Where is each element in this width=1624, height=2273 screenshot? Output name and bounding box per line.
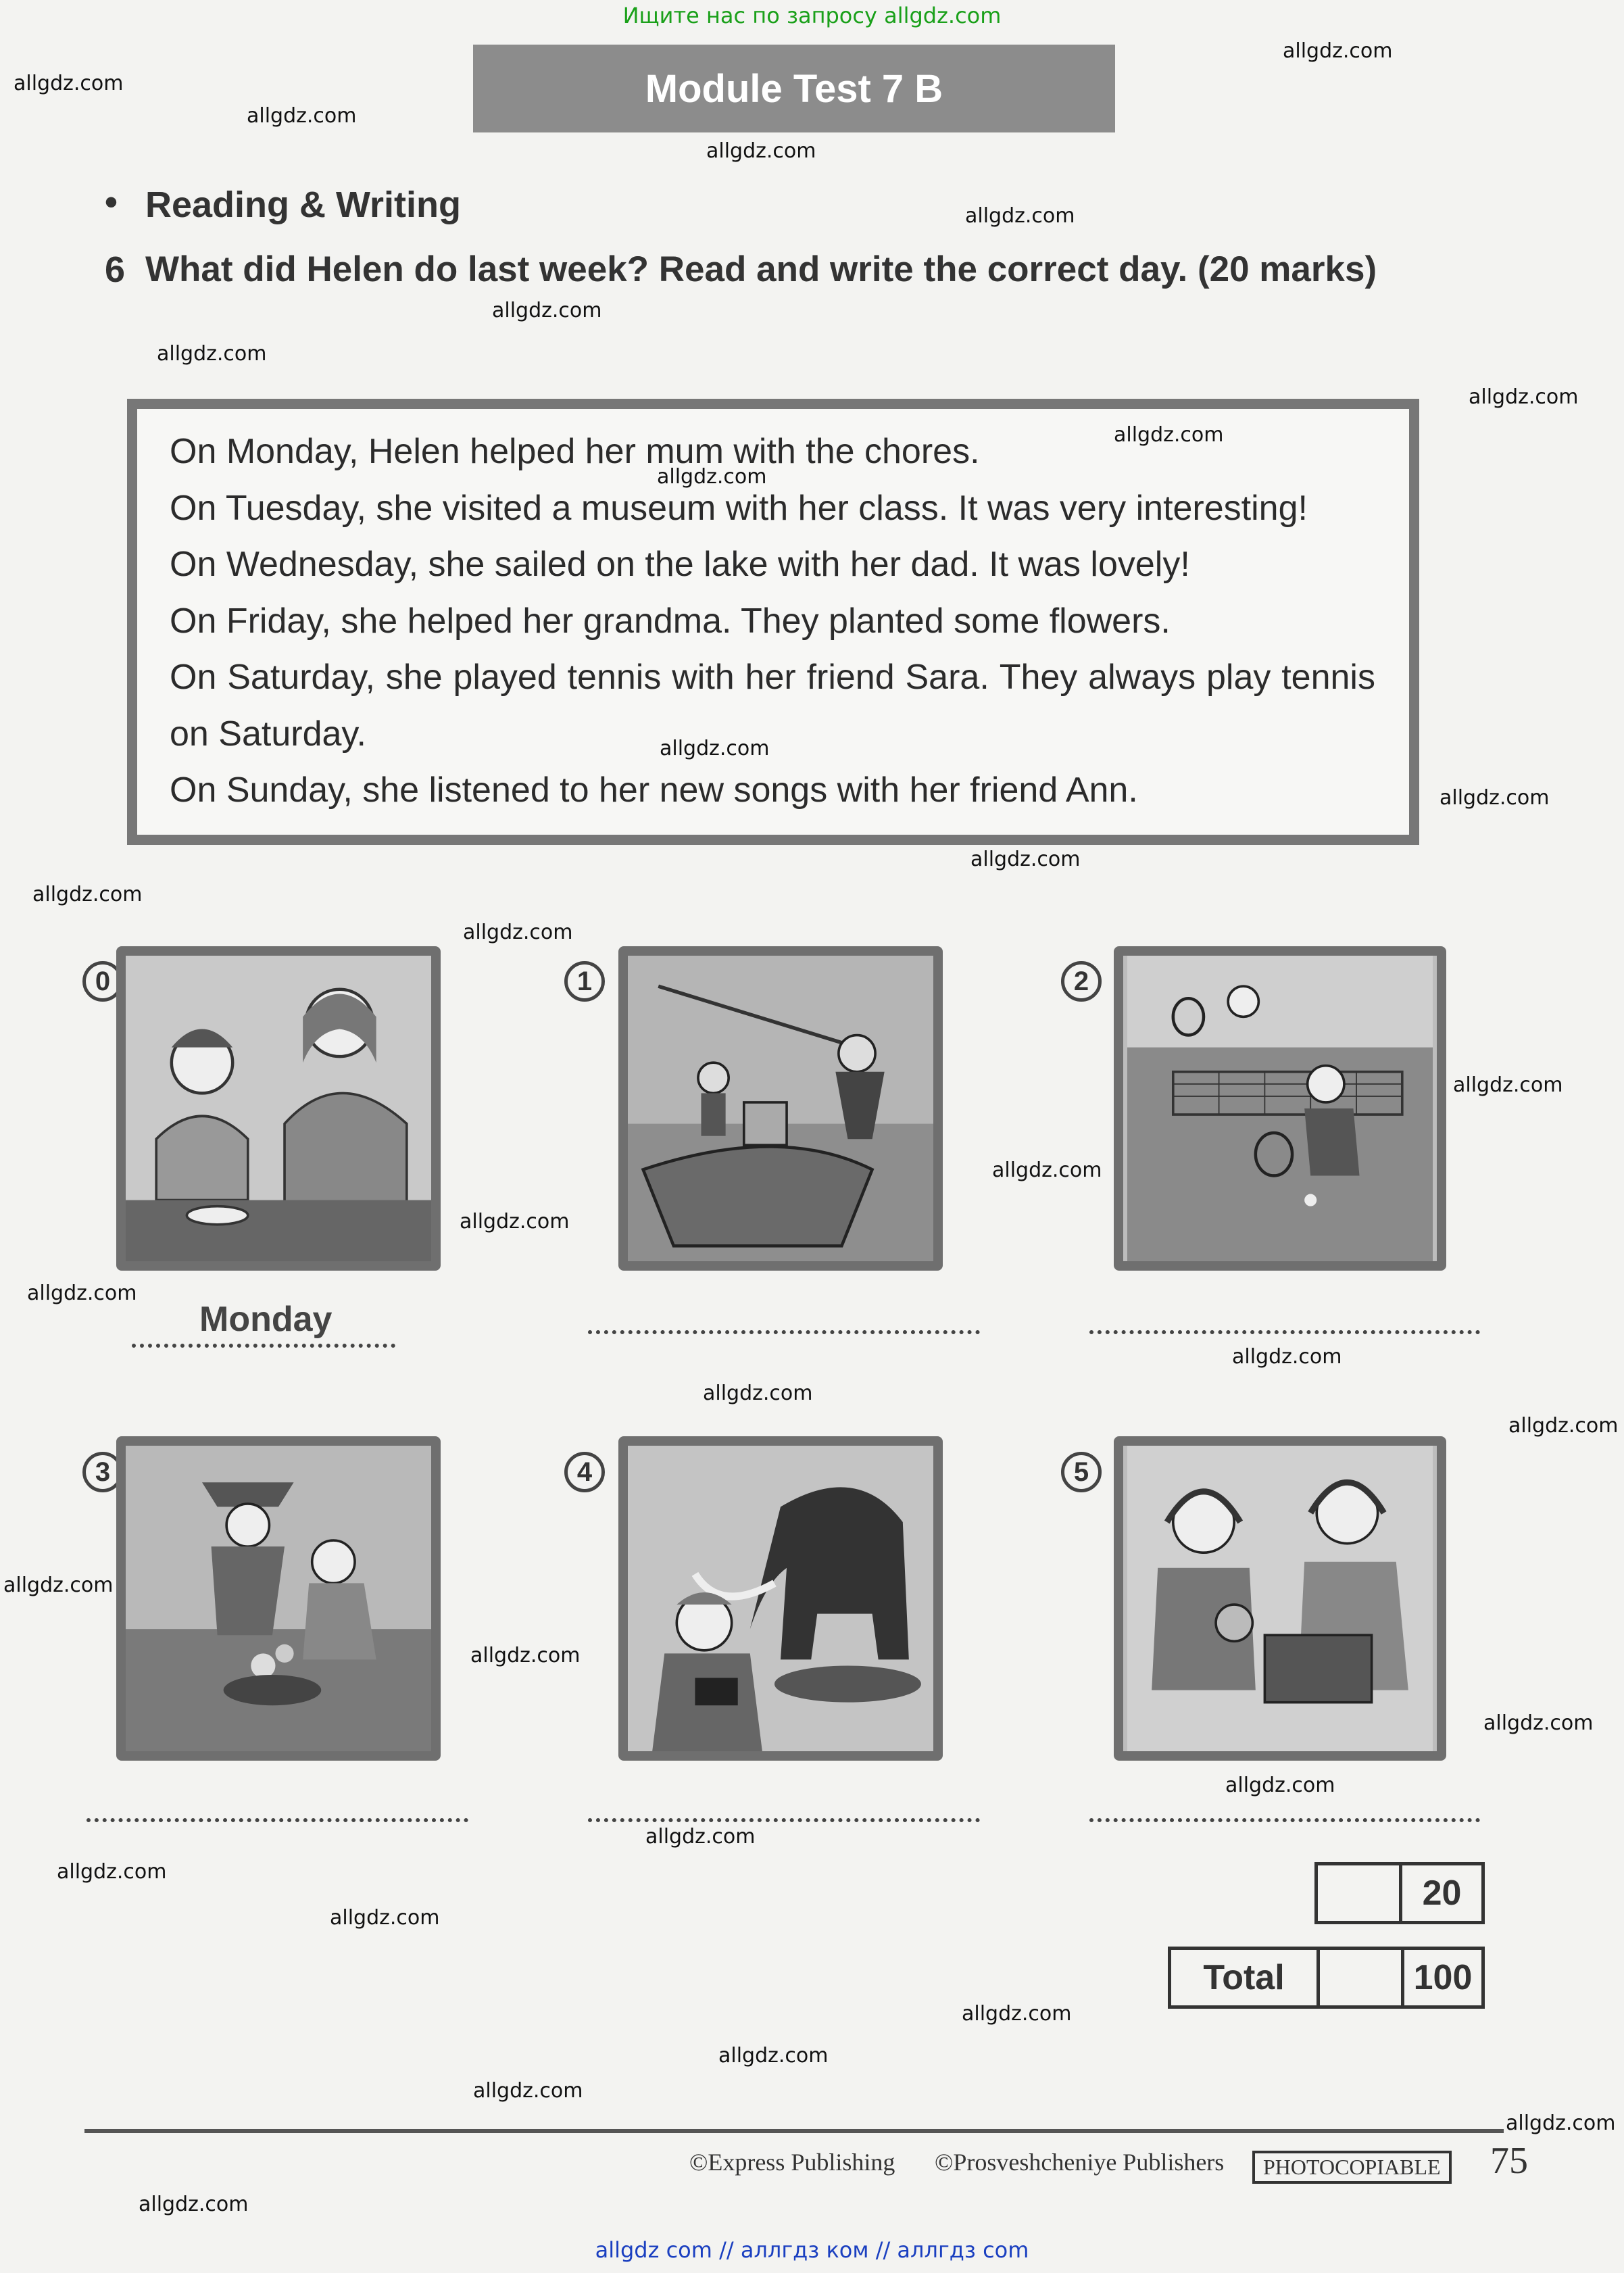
watermark: allgdz.com (1508, 1414, 1619, 1438)
watermark: allgdz.com (492, 299, 602, 322)
watermark: allgdz.com (330, 1906, 440, 1930)
picture-number-1: 1 (564, 961, 605, 1002)
total-score-box (1168, 1947, 1485, 2009)
watermark: allgdz.com (14, 72, 124, 95)
answer-line-0 (132, 1344, 395, 1348)
picture-number-0: 0 (82, 961, 123, 1002)
page-title: Module Test 7 B (473, 45, 1115, 132)
picture-number-4: 4 (564, 1452, 605, 1492)
section-score-max: 20 (1399, 1865, 1481, 1921)
footer-publisher-1: ©Express Publishing (689, 2149, 895, 2176)
section-score-box (1314, 1862, 1485, 1924)
watermark: allgdz.com (1506, 2111, 1616, 2135)
watermark: allgdz.com (1483, 1711, 1594, 1735)
bottom-banner: allgdz com // аллгдз ком // аллгдз com (595, 2237, 1029, 2263)
watermark: allgdz.com (460, 1210, 570, 1233)
watermark: allgdz.com (57, 1860, 167, 1884)
watermark: allgdz.com (703, 1382, 813, 1405)
total-max: 100 (1401, 1950, 1481, 2005)
picture-museum-mammoth (618, 1436, 943, 1761)
watermark: allgdz.com (970, 848, 1081, 871)
watermark: allgdz.com (706, 139, 816, 163)
task-number: 6 (105, 249, 126, 290)
answer-line-4[interactable] (588, 1818, 980, 1822)
text-line: On Friday, she helped her grandma. They planted some flowers. (170, 601, 1171, 641)
picture-planting-flowers (116, 1436, 441, 1761)
watermark: allgdz.com (32, 883, 143, 906)
watermark: allgdz.com (470, 1644, 581, 1667)
watermark: allgdz.com (992, 1158, 1102, 1182)
total-label: Total (1203, 1958, 1285, 1997)
picture-number-5: 5 (1061, 1452, 1102, 1492)
watermark: allgdz.com (3, 1573, 114, 1597)
footer-rule (84, 2129, 1504, 2133)
washing-dishes-icon (126, 956, 431, 1261)
watermark: allgdz.com (718, 2044, 829, 2068)
watermark: allgdz.com (1114, 423, 1224, 447)
section-score-input[interactable] (1318, 1865, 1399, 1921)
watermark: allgdz.com (463, 921, 573, 944)
text-line: On Wednesday, she sailed on the lake with her dad. It was lovely! (170, 545, 1190, 584)
listening-music-icon (1123, 1446, 1437, 1751)
picture-number-3: 3 (82, 1452, 123, 1492)
sailing-boat-icon (628, 956, 933, 1261)
text-line: On Tuesday, she visited a museum with her class. It was very interesting! (170, 488, 1308, 528)
watermark: allgdz.com (473, 2079, 583, 2103)
watermark: allgdz.com (1453, 1073, 1563, 1097)
watermark: allgdz.com (1225, 1774, 1335, 1797)
picture-number-2: 2 (1061, 961, 1102, 1002)
answer-0: Monday (199, 1300, 333, 1339)
answer-line-5[interactable] (1089, 1818, 1480, 1822)
tennis-icon (1123, 956, 1437, 1261)
photocopiable-badge: PHOTOCOPIABLE (1252, 2151, 1452, 2184)
text-line: On Saturday, she played tennis with her friend Sara. They always play tennis on Saturday. (170, 658, 1375, 754)
picture-listening-music (1114, 1436, 1446, 1761)
watermark: allgdz.com (645, 1825, 756, 1849)
reading-text-box (127, 399, 1419, 845)
watermark: allgdz.com (27, 1281, 137, 1305)
top-banner: Ищите нас по запросу allgdz.com (622, 3, 1002, 28)
watermark: allgdz.com (962, 2002, 1072, 2026)
answer-line-3[interactable] (87, 1818, 468, 1822)
watermark: allgdz.com (657, 465, 767, 489)
watermark: allgdz.com (1232, 1345, 1342, 1369)
planting-flowers-icon (126, 1446, 431, 1751)
answer-line-1[interactable] (588, 1330, 980, 1334)
watermark: allgdz.com (157, 342, 267, 366)
watermark: allgdz.com (1440, 786, 1550, 810)
answer-line-2[interactable] (1089, 1330, 1480, 1334)
text-line: On Monday, Helen helped her mum with the chores. (170, 432, 980, 471)
text-line: On Sunday, she listened to her new songs with her friend Ann. (170, 771, 1138, 810)
watermark: allgdz.com (1283, 39, 1393, 63)
picture-tennis (1114, 946, 1446, 1271)
section-heading: Reading & Writing (145, 185, 461, 225)
watermark: allgdz.com (139, 2193, 249, 2216)
watermark: allgdz.com (660, 737, 770, 760)
watermark: allgdz.com (1469, 385, 1579, 409)
total-score-input[interactable] (1317, 1950, 1401, 2005)
footer-publisher-2: ©Prosveshcheniye Publishers (935, 2149, 1225, 2176)
page-number: 75 (1490, 2140, 1528, 2182)
watermark: allgdz.com (965, 204, 1075, 228)
picture-sailing-boat (618, 946, 943, 1271)
section-bullet: • (105, 182, 118, 222)
museum-mammoth-icon (628, 1446, 933, 1751)
watermark: allgdz.com (247, 104, 357, 128)
task-instruction: What did Helen do last week? Read and write the correct day. (20 marks) (145, 249, 1377, 289)
picture-washing-dishes (116, 946, 441, 1271)
